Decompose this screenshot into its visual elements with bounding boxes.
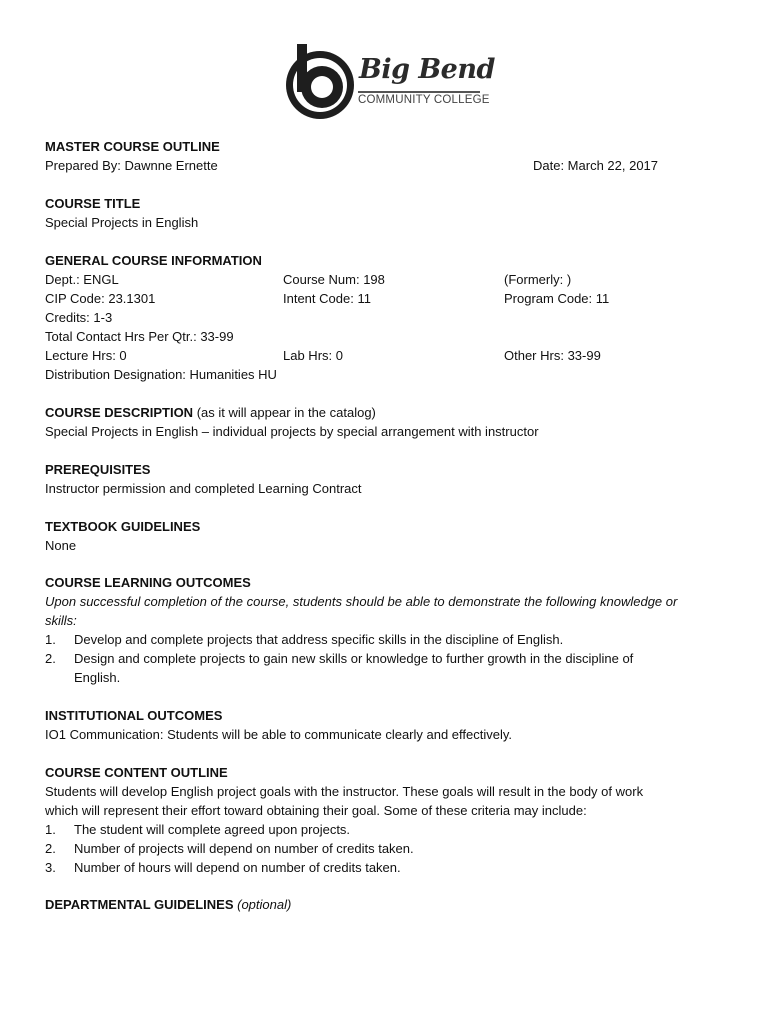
content-item: The student will complete agreed upon projects. — [74, 822, 351, 837]
outcomes-intro-continued: skills: — [45, 613, 77, 628]
content-paragraph-continued: which will represent their effort toward obtaining their goal. Some of these criteria may include: — [45, 803, 587, 818]
course-title-value: Special Projects in English — [45, 215, 199, 230]
content-item: Number of projects will depend on number of credits taken. — [74, 841, 414, 856]
outcome-item: Develop and complete projects that address specific skills in the discipline of English. — [74, 632, 564, 647]
content-number: 1. — [45, 822, 56, 837]
contact-hours-field: Total Contact Hrs Per Qtr.: 33-99 — [45, 329, 234, 344]
outcome-item-continued: English. — [74, 670, 121, 685]
course-title-heading: COURSE TITLE — [45, 196, 141, 211]
lecture-hours-field: Lecture Hrs: 0 — [45, 348, 127, 363]
prerequisites-value: Instructor permission and completed Learning Contract — [45, 481, 362, 496]
departmental-note: (optional) — [233, 897, 292, 912]
course-num-field: Course Num: 198 — [283, 272, 385, 287]
departmental-heading-row — [45, 895, 291, 914]
institutional-value: IO1 Communication: Students will be able to communicate clearly and effectively. — [45, 727, 513, 742]
college-logo — [282, 44, 495, 124]
content-number: 2. — [45, 841, 56, 856]
content-item: Number of hours will depend on number of credits taken. — [74, 860, 401, 875]
institutional-heading: INSTITUTIONAL OUTCOMES — [45, 708, 223, 723]
description-heading: COURSE DESCRIPTION — [45, 405, 194, 420]
document-date: Date: March 22, 2017 — [533, 158, 659, 173]
big-bend-b-emblem-icon — [282, 44, 358, 122]
outcome-item: Design and complete projects to gain new skills or knowledge to further growth in the discipline of — [74, 651, 634, 666]
departmental-heading: DEPARTMENTAL GUIDELINES — [45, 897, 234, 912]
program-code-field: Program Code: 11 — [504, 291, 610, 306]
description-heading-row — [45, 403, 376, 422]
distribution-field: Distribution Designation: Humanities HU — [45, 367, 277, 382]
content-number: 3. — [45, 860, 56, 875]
lab-hours-field: Lab Hrs: 0 — [283, 348, 343, 363]
logo-divider — [358, 91, 480, 93]
outcome-number: 1. — [45, 632, 56, 647]
formerly-field: (Formerly: ) — [504, 272, 572, 287]
outcomes-intro: Upon successful completion of the course, students should be able to demonstrate the following knowledge or — [45, 594, 678, 609]
document-title: MASTER COURSE OUTLINE — [45, 139, 220, 154]
outcomes-heading: COURSE LEARNING OUTCOMES — [45, 575, 251, 590]
dept-field: Dept.: ENGL — [45, 272, 119, 287]
content-paragraph: Students will develop English project goals with the instructor. These goals will result in the body of work — [45, 784, 644, 799]
logo-name: Big Bend — [359, 54, 495, 85]
logo-subtitle: COMMUNITY COLLEGE — [358, 94, 490, 106]
prerequisites-heading: PREREQUISITES — [45, 462, 151, 477]
intent-code-field: Intent Code: 11 — [283, 291, 371, 306]
prepared-by: Prepared By: Dawnne Ernette — [45, 158, 218, 173]
credits-field: Credits: 1-3 — [45, 310, 113, 325]
general-info-heading: GENERAL COURSE INFORMATION — [45, 253, 262, 268]
textbook-heading: TEXTBOOK GUIDELINES — [45, 519, 201, 534]
description-note: (as it will appear in the catalog) — [193, 405, 376, 420]
other-hours-field: Other Hrs: 33-99 — [504, 348, 601, 363]
textbook-value: None — [45, 538, 77, 553]
cip-code-field: CIP Code: 23.1301 — [45, 291, 156, 306]
description-value: Special Projects in English – individual projects by special arrangement with instructor — [45, 424, 539, 439]
content-heading: COURSE CONTENT OUTLINE — [45, 765, 228, 780]
outcome-number: 2. — [45, 651, 56, 666]
